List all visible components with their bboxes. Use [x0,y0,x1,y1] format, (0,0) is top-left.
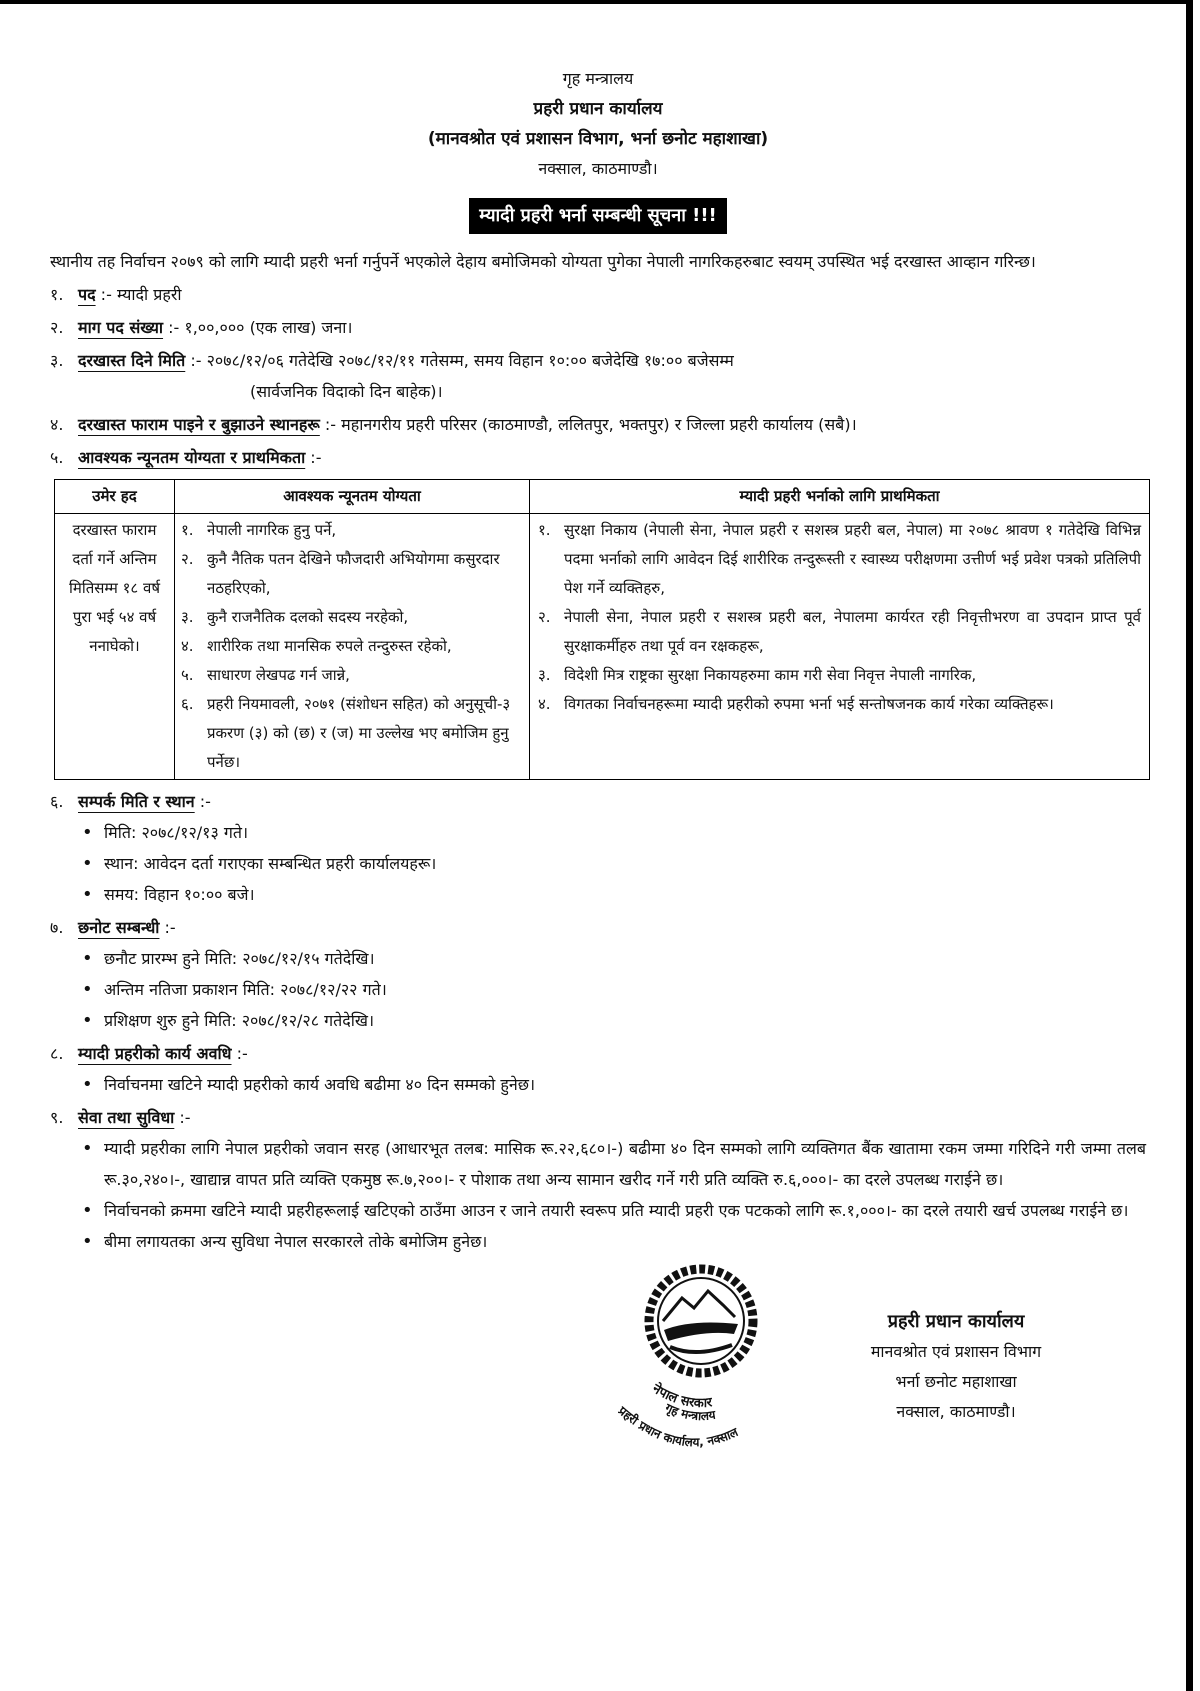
benefits-list [50,1133,1146,1257]
list-item: • अन्तिम नतिजा प्रकाशन मिति: २०७८/१२/२२ गते। [80,974,1146,1005]
section-separator: :- [231,1044,248,1063]
item-text: विदेशी मित्र राष्ट्रका सुरक्षा निकायहरुमा काम गरी सेवा निवृत्त नेपाली नागरिक, [564,666,977,684]
office-address: नक्साल, काठमाण्डौ। [538,159,658,178]
office-name: प्रहरी प्रधान कार्यालय [533,99,663,119]
section-separator: :- [163,318,185,337]
section-separator: :- [319,415,342,434]
section-value: १,००,००० (एक लाख) जना। [184,318,353,337]
letterhead [50,64,1146,184]
table-row [55,514,1150,780]
list-item: • बीमा लगायतका अन्य सुविधा नेपाल सरकारले तोके बमोजिम हुनेछ। [80,1226,1146,1257]
selection-list [50,943,1146,1036]
priority-item [538,661,1141,690]
item-text: नेपाली सेना, नेपाल प्रहरी र सशस्त्र प्रहरी बल, नेपालमा कार्यरत रही निवृत्तीभरण वा उपदान प्राप्त पूर्व सुरक्षाकर्मीहरु तथा पूर्व वन रक्षकहरू, [564,608,1141,655]
ministry-name: गृह मन्त्रालय [562,69,634,88]
section-number: ९. [50,1108,64,1127]
section-heading: दरखास्त दिने मिति [78,351,186,370]
contact-list [50,817,1146,910]
section-number: ६. [50,792,64,811]
item-text: नेपाली नागरिक हुनु पर्ने, [207,521,337,539]
footer [50,1261,1146,1451]
section-vacancy-count [50,312,1146,343]
section-heading: छनोट सम्बन्धी [78,918,160,937]
section-qualifications [50,442,1146,473]
item-text: कुनै राजनैतिक दलको सदस्य नरहेको, [207,608,409,626]
section-value: २०७८/१२/०६ गतेदेखि २०७८/१२/११ गतेसम्म, समय विहान १०:०० बजेदेखि १७:०० बजेसम्म [206,351,734,370]
section-number: ७. [50,918,64,937]
qualification-item [181,632,523,661]
item-number: ५. [181,666,194,684]
section-number: ५. [50,448,64,467]
list-item: • स्थान: आवेदन दर्ता गराएका सम्बन्धित प्रहरी कार्यालयहरू। [80,848,1146,879]
item-number: ४. [538,695,551,713]
list-item: • मिति: २०७८/१२/१३ गते। [80,817,1146,848]
notice-title: म्यादी प्रहरी भर्ना सम्बन्धी सूचना !!! [469,198,727,234]
item-number: २. [538,608,551,626]
column-header-priority: म्यादी प्रहरी भर्नाको लागि प्राथमिकता [530,480,1150,514]
signature-office: प्रहरी प्रधान कार्यालय [887,1311,1025,1332]
section-separator: :- [174,1108,191,1127]
table-header-row [55,480,1150,514]
priority-cell [530,514,1150,780]
section-number: २. [50,318,64,337]
column-header-qualification: आवश्यक न्यूनतम योग्यता [175,480,530,514]
list-item: • छनौट प्रारम्भ हुने मिति: २०७८/१२/१५ गतेदेखि। [80,943,1146,974]
section-heading: दरखास्त फाराम पाइने र बुझाउने स्थानहरू [78,415,320,434]
item-number: १. [181,521,194,539]
section-number: ३. [50,351,64,370]
section-application-locations [50,409,1146,440]
qualification-item [181,661,523,690]
item-number: २. [181,550,194,568]
item-number: ४. [181,637,194,655]
seal-text-top: नेपाल सरकार [649,1381,713,1412]
item-number: ६. [181,695,194,713]
item-text: प्रहरी नियमावली, २०७१ (संशोधन सहित) को अनुसूची-३ प्रकरण (३) को (छ) र (ज) मा उल्लेख भए बमोजिम हुनु पर्नेछ। [207,695,511,771]
qualification-item [181,690,523,777]
section-post [50,279,1146,310]
priority-item [538,690,1141,719]
section-heading: सेवा तथा सुविधा [78,1108,175,1127]
section-heading: म्यादी प्रहरीको कार्य अवधि [78,1044,232,1063]
section-separator: :- [159,918,176,937]
section-separator: :- [185,351,207,370]
section-heading: सम्पर्क मिति र स्थान [78,792,195,811]
emblem-icon [649,1269,753,1373]
section-work-duration [50,1038,1146,1069]
qualification-item [181,603,523,632]
section-selection [50,912,1146,943]
section-contact [50,786,1146,817]
section-number: १. [50,285,64,304]
duration-list [50,1069,1146,1100]
intro-paragraph: स्थानीय तह निर्वाचन २०७९ को लागि म्यादी प्रहरी भर्ना गर्नुपर्ने भएकोले देहाय बमोजिमको योग्यता पुगेका नेपाली नागरिकहरुबाट स्वयम् उपस्थित भई दरखास्त आव्हान गरिन्छ। [50,252,1036,271]
government-seal [596,1261,806,1451]
section-value: म्यादी प्रहरी [116,285,182,304]
item-text: सुरक्षा निकाय (नेपाली सेना, नेपाल प्रहरी र सशस्त्र प्रहरी बल, नेपाल) मा २०७८ श्रावण १ गतेदेखि विभिन्न पदमा भर्नाको लागि आवेदन दिई शारीरिक तन्दुरूस्ती र स्वास्थ्य परीक्षणमा उत्तीर्ण भई प्रवेश पत्रको प्रतिलिपी पेश गर्ने व्यक्तिहरु, [564,521,1141,597]
signature-block [826,1261,1086,1427]
item-text: कुनै नैतिक पतन देखिने फौजदारी अभियोगमा कसुरदार नठहरिएको, [207,550,500,597]
list-item: • निर्वाचनमा खटिने म्यादी प्रहरीको कार्य अवधि बढीमा ४० दिन सम्मको हुनेछ। [80,1069,1146,1100]
section-separator: :- [194,792,211,811]
seal-text-bottom: प्रहरी प्रधान कार्यालय, नक्साल [615,1403,741,1450]
holiday-note: (सार्वजनिक विदाको दिन बाहेक)। [250,382,443,401]
column-header-age: उमेर हद [55,480,175,514]
list-item: • प्रशिक्षण शुरु हुने मिति: २०७८/१२/२८ गतेदेखि। [80,1005,1146,1036]
priority-item [538,603,1141,661]
section-heading: पद [78,285,96,304]
section-benefits [50,1102,1146,1133]
item-number: ३. [181,608,194,626]
item-text: साधारण लेखपढ गर्न जान्ने, [207,666,350,684]
qualification-item [181,545,523,603]
list-item: • म्यादी प्रहरीका लागि नेपाल प्रहरीको जवान सरह (आधारभूत तलब: मासिक रू.२२,६८०।-) बढीमा ४० दिन सम्मको लागि व्यक्तिगत बैंक खातामा रकम जम्मा गरिदिने गरी जम्मा तलब रू.३०,२४०।-, खाद्यान्न वापत प्रति व्यक्ति एकमुष्ठ रू.७,२००।- र पोशाक तथा अन्य सामान खरीद गर्ने गरी प्रति व्यक्ति रु.६,०००।- का दरले उपलब्ध गराईने छ। [80,1133,1146,1195]
seal-text-mid: गृह मन्त्रालय [663,1400,717,1424]
item-number: ३. [538,666,551,684]
item-text: विगतका निर्वाचनहरूमा म्यादी प्रहरीको रुपमा भर्ना भई सन्तोषजनक कार्य गरेका व्यक्तिहरू। [564,695,1054,713]
section-separator: :- [305,448,322,467]
age-limit-cell: दरखास्त फाराम दर्ता गर्ने अन्तिम मितिसम्म १८ वर्ष पुरा भई ५४ वर्ष ननाघेको। [55,514,175,780]
section-number: ८. [50,1044,64,1063]
section-number: ४. [50,415,64,434]
signature-address: नक्साल, काठमाण्डौ। [896,1402,1016,1421]
section-separator: :- [95,285,117,304]
section-application-date [50,345,1146,376]
item-text: शारीरिक तथा मानसिक रुपले तन्दुरुस्त रहेको, [207,637,452,655]
signature-department: मानवश्रोत एवं प्रशासन विभाग [870,1342,1042,1361]
section-heading: माग पद संख्या [78,318,164,337]
signature-branch: भर्ना छनोट महाशाखा [895,1372,1017,1391]
list-item: • समय: विहान १०:०० बजे। [80,879,1146,910]
qualification-item [181,516,523,545]
qualification-cell [175,514,530,780]
section-value: महानगरीय प्रहरी परिसर (काठमाण्डौ, ललितपुर, भक्तपुर) र जिल्ला प्रहरी कार्यालय (सबै)। [341,415,857,434]
requirements-table [54,479,1150,780]
department-name: (मानवश्रोत एवं प्रशासन विभाग, भर्ना छनोट महाशाखा) [427,129,769,149]
list-item: • निर्वाचनको क्रममा खटिने म्यादी प्रहरीहरूलाई खटिएको ठाउँमा आउन र जाने तयारी स्वरूप प्रति म्यादी प्रहरी एक पटकको लागि रू.१,०००।- का दरले तयारी खर्च उपलब्ध गराईने छ। [80,1195,1146,1226]
section-heading: आवश्यक न्यूनतम योग्यता र प्राथमिकता [78,448,306,467]
item-number: १. [538,521,551,539]
priority-item [538,516,1141,603]
